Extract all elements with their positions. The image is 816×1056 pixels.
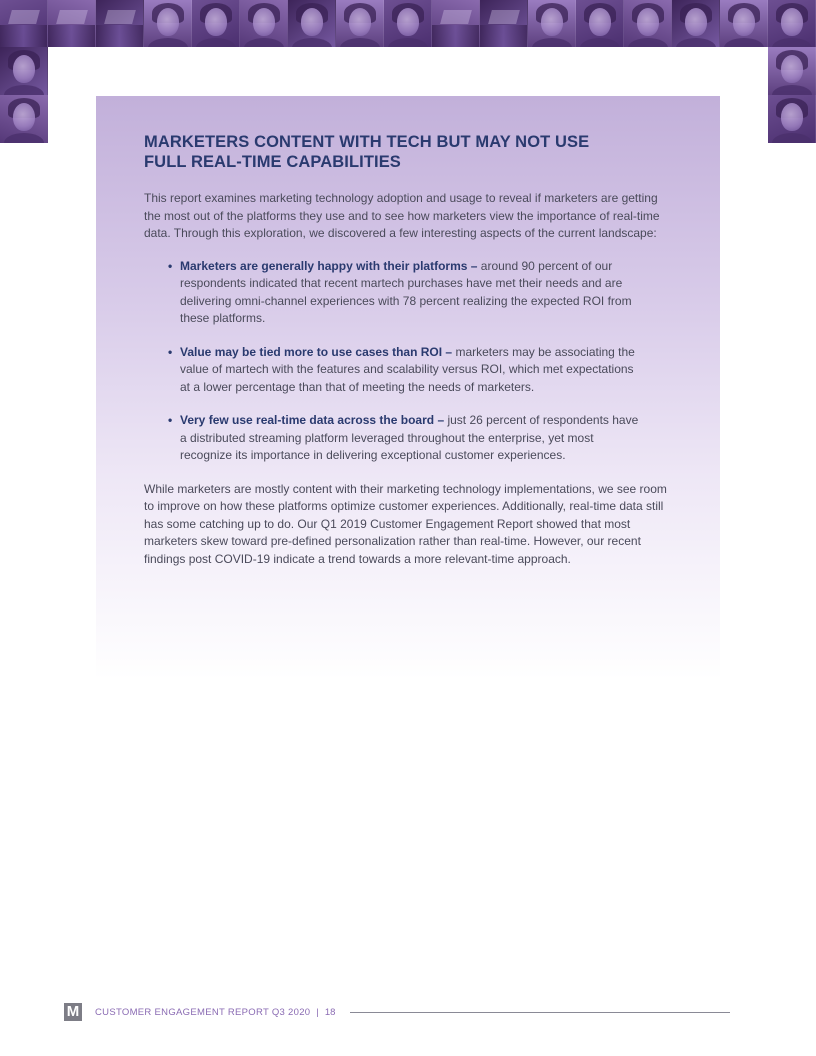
photo-tile	[144, 0, 192, 47]
photo-tile	[240, 0, 288, 47]
photo-tile	[720, 0, 768, 47]
left-photo-column	[0, 47, 48, 143]
footer-separator: |	[316, 1006, 319, 1018]
closing-paragraph: While marketers are mostly content with their marketing technology implementations, we see room to improve on how these platforms optimize customer experiences. Additionally, real-time data still has some catching up to do. Our Q1 2019 Customer Engagement Report showed that most marketers skew toward pre-defined personalization rather than real-time. However, our recent findings post COVID-19 indicate a trend towards a more relevant-time approach.	[144, 481, 667, 566]
section-heading-line1: MARKETERS CONTENT WITH TECH BUT MAY NOT USE	[144, 133, 590, 151]
photo-tile	[0, 47, 48, 95]
bullet-dot-icon: •	[168, 344, 173, 359]
content-body	[144, 132, 674, 568]
bullet-text: just 26 percent of respondents have a distributed streaming platform leveraged throughout the enterprise, yet most recognize its importance in delivering exceptional customer experiences.	[180, 413, 639, 462]
findings-list	[144, 258, 674, 465]
photo-tile	[384, 0, 432, 47]
photo-tile	[768, 0, 816, 47]
photo-tile	[528, 0, 576, 47]
footer-divider	[350, 1012, 730, 1013]
photo-tile	[624, 0, 672, 47]
brand-logo: M	[64, 1003, 82, 1021]
photo-tile	[192, 0, 240, 47]
photo-tile	[0, 0, 48, 47]
bullet-lead: Value may be tied more to use cases than ROI –	[180, 344, 453, 359]
intro-paragraph: This report examines marketing technology adoption and usage to reveal if marketers are getting the most out of the platforms they use and to see how marketers view the importance of real-time data. Through this exploration, we discovered a few interesting aspects of the current landscape:	[144, 191, 660, 240]
list-item	[168, 258, 640, 328]
bullet-text: around 90 percent of our respondents indicated that recent martech purchases have met their needs and are delivering omni-channel experiences with 78 percent realizing the expected ROI from these platforms.	[180, 258, 632, 325]
list-item	[168, 344, 640, 397]
photo-tile	[672, 0, 720, 47]
photo-tile	[432, 0, 480, 47]
bullet-dot-icon: •	[168, 258, 173, 273]
photo-tile	[48, 0, 96, 47]
bullet-lead: Very few use real-time data across the board –	[180, 413, 445, 427]
photo-tile	[288, 0, 336, 47]
header-photo-strip	[0, 0, 816, 47]
section-heading-line2: FULL REAL-TIME CAPABILITIES	[144, 153, 401, 171]
photo-tile	[96, 0, 144, 47]
page-footer	[64, 1003, 730, 1021]
photo-tile	[768, 47, 816, 95]
photo-tile	[768, 95, 816, 143]
photo-tile	[480, 0, 528, 47]
bullet-lead: Marketers are generally happy with their platforms –	[180, 258, 478, 273]
page-number: 18	[324, 1006, 336, 1018]
footer-report-title: CUSTOMER ENGAGEMENT REPORT Q3 2020	[95, 1006, 311, 1018]
content-panel	[96, 96, 720, 680]
photo-tile	[576, 0, 624, 47]
list-item	[168, 412, 640, 465]
section-heading	[144, 132, 674, 172]
photo-tile	[336, 0, 384, 47]
bullet-text: marketers may be associating the value of martech with the features and scalability versus ROI, which met expectations at a lower percentage than that of meeting the needs of marketers.	[180, 344, 635, 394]
photo-tile	[0, 95, 48, 143]
right-photo-column	[768, 47, 816, 143]
bullet-dot-icon: •	[168, 413, 173, 427]
